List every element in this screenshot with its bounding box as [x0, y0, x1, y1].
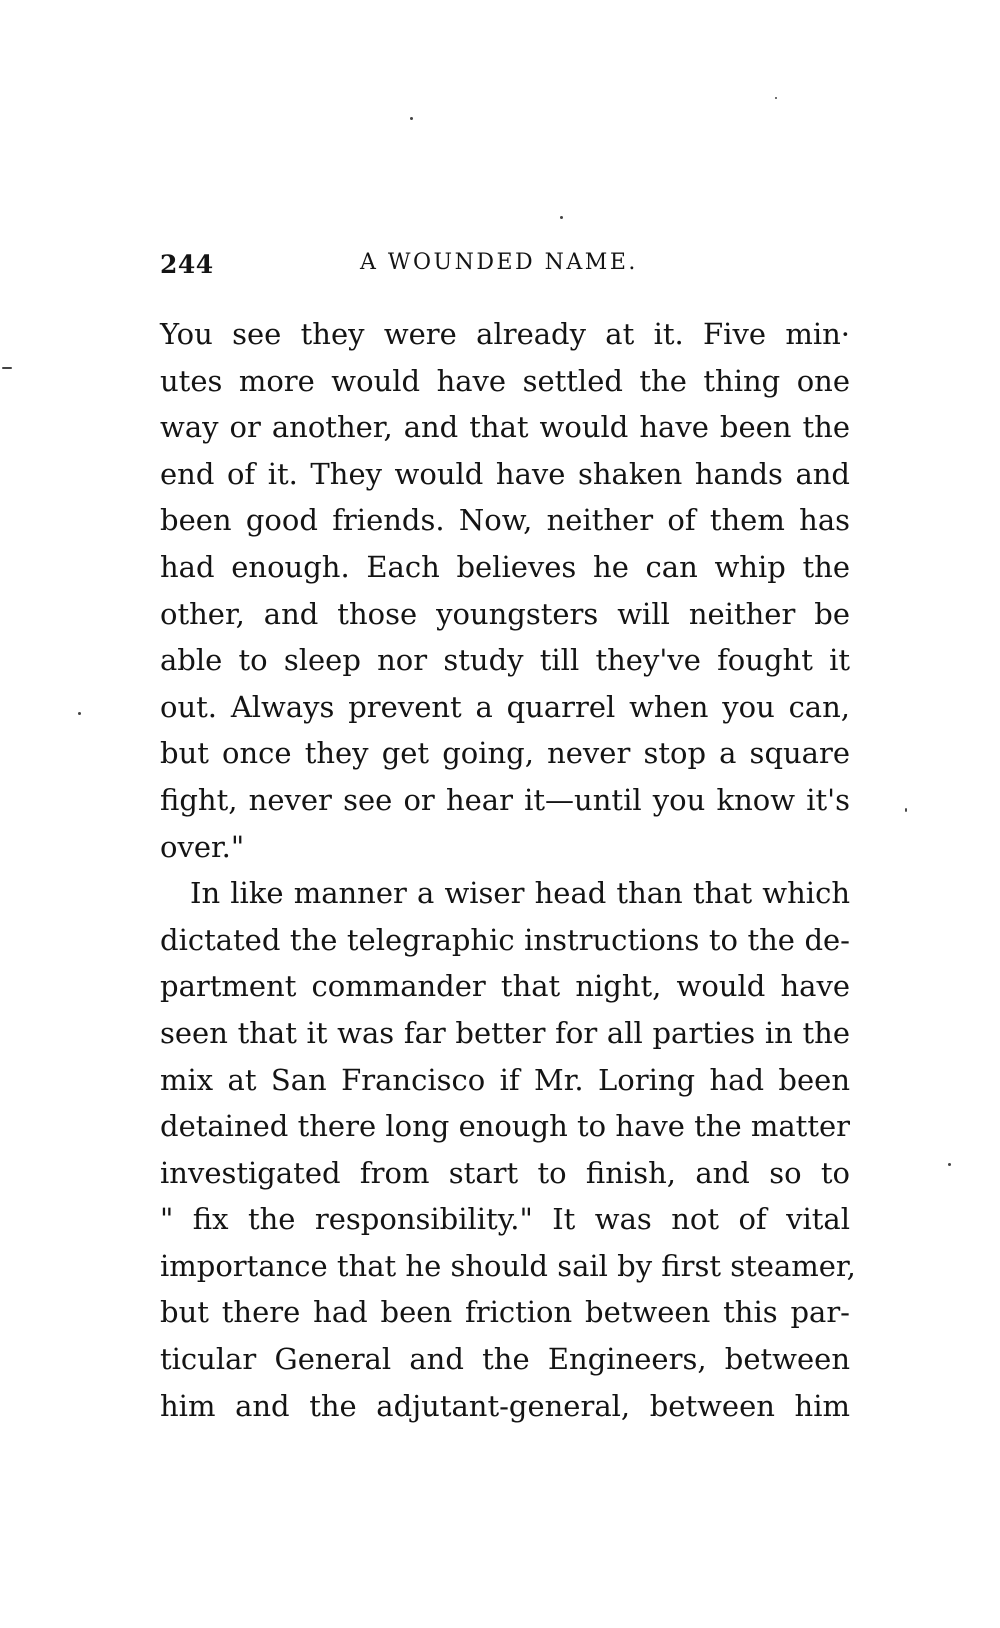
scan-speck — [2, 367, 12, 369]
text-line: him and the adjutant-general, between him — [160, 1388, 850, 1423]
text-line: dictated the telegraphic instructions to the de- — [160, 922, 850, 957]
page-number: 244 — [160, 250, 214, 279]
scan-speck — [78, 712, 81, 715]
text-line: had enough. Each believes he can whip the — [160, 549, 850, 584]
scan-speck — [905, 808, 907, 812]
paragraph-1 — [160, 311, 850, 870]
text-line: In like manner a wiser head than that which — [190, 876, 850, 911]
text-line: been good friends. Now, neither of them has — [160, 503, 850, 538]
text-line: partment commander that night, would have — [160, 969, 850, 1004]
scan-speck — [948, 1163, 951, 1166]
text-line: " fix the responsibility." It was not of vital — [160, 1202, 850, 1237]
text-line: fight, never see or hear it—until you know it's — [160, 782, 850, 817]
text-line: way or another, and that would have been the — [160, 410, 850, 445]
text-line: You see they were already at it. Five min· — [160, 317, 850, 351]
text-line: end of it. They would have shaken hands and — [160, 456, 850, 491]
running-head: A WOUNDED NAME. — [360, 250, 638, 275]
scan-speck — [560, 216, 563, 219]
text-line: ticular General and the Engineers, between — [160, 1342, 850, 1377]
text-line: detained there long enough to have the matter — [160, 1109, 850, 1144]
text-line: able to sleep nor study till they've fought it — [160, 643, 850, 678]
text-line: investigated from start to finish, and so to — [160, 1155, 850, 1190]
text-line: but there had been friction between this par- — [160, 1295, 850, 1330]
text-line: importance that he should sail by first steamer, — [160, 1248, 856, 1283]
text-line: out. Always prevent a quarrel when you can, — [160, 689, 850, 724]
text-line: other, and those youngsters will neither be — [160, 596, 850, 631]
scan-speck — [410, 117, 413, 120]
body-text — [160, 311, 856, 1429]
text-line: but once they get going, never stop a square — [160, 736, 850, 771]
page-header — [160, 250, 850, 290]
paragraph-2 — [160, 870, 856, 1429]
text-line: seen that it was far better for all parties in the — [160, 1015, 850, 1050]
text-line: mix at San Francisco if Mr. Loring had been — [160, 1062, 850, 1097]
scan-speck — [775, 97, 777, 99]
text-line: over." — [160, 829, 245, 864]
text-line: utes more would have settled the thing one — [160, 363, 850, 398]
